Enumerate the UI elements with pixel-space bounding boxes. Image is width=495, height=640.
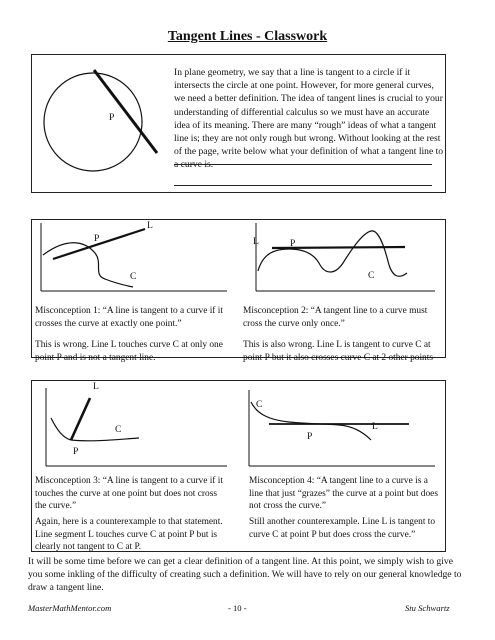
figure-1 <box>31 219 231 299</box>
fig2-label-c: C <box>368 270 375 281</box>
misconception-4-statement: Misconception 4: “A tangent line to a curve is a line that just “grazes” the curve at a point but does not cross the curve.” <box>249 476 438 512</box>
fig3-label-l: L <box>93 381 99 392</box>
fig3-label-p: P <box>73 446 79 457</box>
misconception-3-statement: Misconception 3: “A line is tangent to a curve if it touches the curve at one point but does not cross the curve.” <box>35 476 223 512</box>
fig2-label-l: L <box>253 236 259 247</box>
line-l <box>71 398 90 440</box>
circle-figure <box>31 54 181 194</box>
curve-c <box>43 243 133 287</box>
misconception-1-response: This is wrong. Line L touches curve C at only one point P and is not a tangent line. <box>35 340 223 363</box>
answer-line-2 <box>174 185 432 186</box>
fig4-label-l: L <box>372 421 378 432</box>
circle-label-p: P <box>109 112 115 123</box>
figure-2 <box>239 219 439 299</box>
fig4-label-c: C <box>256 399 263 410</box>
misconception-1-statement: Misconception 1: “A line is tangent to a curve if it crosses the curve at exactly one point.” <box>35 306 223 329</box>
tangent-line <box>94 70 157 153</box>
figure-3 <box>31 380 231 470</box>
misconception-3-response: Again, here is a counterexample to that statement. Line segment L touches curve C at point P but is clearly not tangent to C at P. <box>35 517 223 553</box>
curve-c <box>51 418 139 441</box>
answer-line-1 <box>174 164 432 165</box>
footer-center: - 10 - <box>228 603 247 613</box>
misconception-2-statement: Misconception 2: “A tangent line to a curve must cross the curve only once.” <box>243 306 428 329</box>
fig4-label-p: P <box>307 431 313 442</box>
fig3-label-c: C <box>115 424 122 435</box>
footer-left: MasterMathMentor.com <box>28 603 112 613</box>
fig1-label-l: L <box>147 220 153 231</box>
fig1-label-c: C <box>130 271 137 282</box>
curve-c <box>258 231 407 276</box>
intro-text: In plane geometry, we say that a line is tangent to a circle if it intersects the circle at one point. However, for more general curves, we need a better definition. The idea of tangent lines is crucial to your understanding of differential calculus so we must have an accurate idea of its meaning. There are many “rough” ideas of what a tangent line is; they are not only rough but wrong. Without looking at the rest of the page, write below what your definition of what a tangent line to a curve is. <box>174 67 444 171</box>
closing-paragraph: It will be some time before we can get a clear definition of a tangent line. At this point, we simply wish to give you some inkling of the difficulty of creating such a definition. We will have to rely on our general knowledge to draw a tangent line. <box>28 556 462 594</box>
figure-4 <box>239 380 439 470</box>
circle <box>44 73 142 171</box>
misconception-4-response: Still another counterexample. Line L is tangent to curve C at point P but does cross the curve.” <box>249 517 436 540</box>
fig2-label-p: P <box>290 238 296 249</box>
footer-right: Stu Schwartz <box>405 603 450 613</box>
page-title: Tangent Lines - Classwork <box>167 29 328 44</box>
fig1-label-p: P <box>94 233 100 244</box>
misconception-2-response: This is also wrong. Line L is tangent to curve C at point P but it also crosses curve C at 2 other points <box>243 340 433 363</box>
